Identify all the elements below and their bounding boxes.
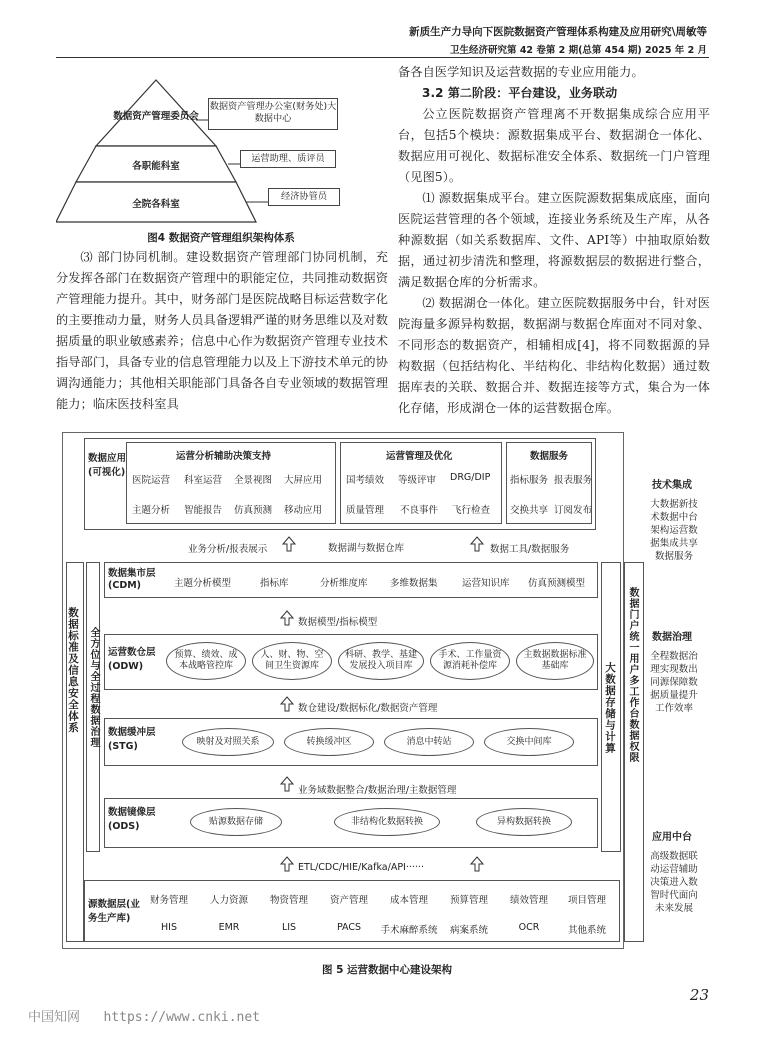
ods-label: 数据镜像层(ODS) [108,807,156,832]
arrow1-right-label: 数据工具/数据服务 [490,544,570,555]
arrow3-label: 数仓建设/数据标化/数据资产管理 [298,703,438,714]
source-system: HIS [161,922,177,933]
app-item-adverse: 不良事件 [400,505,439,516]
side-governance-body: 全程数据治理实现数出同源保障数据质量提升工作效率 [650,651,698,714]
up-arrow-icon [280,776,294,792]
odw-item-surgery: 手术、工作量资源消耗补偿库 [430,642,510,680]
source-system: OCR [518,922,540,933]
source-item: 绩效管理 [509,895,548,906]
header-rule [56,57,709,58]
paragraph-source-data: ⑴ 源数据集成平台。建立医院源数据集成底座，面向医院运营管理的各个领域，连接业务系统及生产库，从各种源数据（如关系数据库、文件、API等）中抽取原始数据，通过初步清洗和整理，将源数据层的数据进行整合，满足数据仓库的分析需求。 [398,191,710,289]
app-item-subscribe: 订阅发布 [554,505,593,516]
app-group-management-title: 运营管理及优化 [386,451,453,462]
cnki-watermark: 中国知网 https://www.cnki.net [28,1010,261,1025]
arrow1-mid-label: 数据湖与数据仓库 [328,543,405,554]
ods-item-heterogeneous: 异构数据转换 [476,808,572,836]
source-system: 病案系统 [449,925,488,936]
cdm-item-knowledge: 运营知识库 [462,578,510,589]
app-item-topic-analysis: 主题分析 [132,505,171,516]
cdm-item-dimension: 分析维度库 [320,578,368,589]
pyramid-level-2: 各职能科室 [132,161,180,172]
app-item-grade-review: 等级评审 [398,475,437,486]
side-governance-title: 数据治理 [652,632,692,643]
odw-label: 运营数仓层(ODW) [108,647,156,672]
stg-item-buffer: 转换缓冲区 [284,728,374,756]
up-arrow-icon [470,856,484,872]
pyramid-level-1: 数据资产管理委员会 [113,111,199,122]
cdm-item-indicator: 指标库 [260,578,289,589]
app-item-national-exam: 国考绩效 [346,475,385,486]
left-vertical-text-2: 全方位与全过程数据治理 [88,627,99,748]
paragraph-continuation: 备各自医学知识及运营数据的专业应用能力。 [398,65,644,79]
section-heading: 3.2 第二阶段：平台建设，业务联动 [422,86,618,100]
pyramid-level-3: 全院各科室 [132,199,180,210]
cdm-item-simulation: 仿真预测模型 [528,578,586,589]
paragraph-platform: 公立医院数据资产管理离不开数据集成综合应用平台，包括5个模块：源数据集成平台、数据湖仓一体化、数据应用可视化、数据标准安全体系、数据统一门户管理（见图5）。 [398,107,710,184]
pyramid-box-coordinator: 经济协管员 [268,188,340,206]
left-vertical-text-1: 数据标准及信息安全体系 [67,607,79,734]
figure-5-caption: 图 5 运营数据中心建设架构 [321,964,453,976]
figure-4-caption: 图4 数据资产管理组织架构体系 [147,232,295,244]
stg-item-mapping: 映射及对照关系 [182,728,274,756]
app-item-report-svc: 报表服务 [554,475,593,486]
app-item-hospital-ops: 医院运营 [132,475,171,486]
source-item: 成本管理 [389,895,428,906]
up-arrow-icon [470,536,484,552]
side-tech-body: 大数据新技术数据中台架构运营数据集成共享数据服务 [650,499,698,562]
source-item: 人力资源 [209,895,248,906]
arrow5-label: ETL/CDC/HIE/Kafka/API······ [298,862,424,873]
stg-item-message: 消息中转站 [384,728,474,756]
app-layer-label: 数据应用(可视化) [88,453,127,478]
up-arrow-icon [280,696,294,712]
app-item-smart-report: 智能报告 [184,505,223,516]
source-item: 物资管理 [269,895,308,906]
paragraph-lakehouse: ⑵ 数据湖仓一体化。建立医院数据服务中台，针对医院海量多源异构数据，数据湖与数据仓库面对不同对象、不同形态的数据资产，相辅相成[4]，将不同数据源的异构数据（包括结构化、半结构化、非结构化数据）通过数据库表的关联、数据合并、数据连接等方式，集合为一体化存储，形成湖仓一体的运营数据仓库。 [398,296,710,415]
ods-item-unstructured: 非结构化数据转换 [334,808,440,836]
paragraph-dept-coordination: ⑶ 部门协同机制。建设数据资产管理部门协同机制，充分发挥各部门在数据资产管理中的职能定位，共同推动数据资产管理能力提升。其中，财务部门是医院战略目标运营数字化的主要推动力量，财务人员具备逻辑严谨的财务思维以及对数据质量的职业敏感素养；信息中心作为数据资产管理专业技术指导部门，具备专业的信息管理能力以及上下游技术单元的协调沟通能力；其他相关职能部门具备各自专业领域的数据管理能力；临床医技科室具 [56,250,388,411]
arrow1-left-label: 业务分析/报表展示 [188,544,268,555]
source-system: EMR [218,922,240,933]
side-tech-title: 技术集成 [652,480,692,491]
side-app-body: 高级数据联动运营辅助决策进入数智时代面向未来发展 [650,851,698,914]
app-item-exchange: 交换共享 [510,505,549,516]
right-column-text [398,62,710,419]
source-item: 财务管理 [149,895,188,906]
source-system: 其他系统 [567,925,606,936]
source-system: LIS [281,922,297,933]
app-item-indicator-svc: 指标服务 [510,475,549,486]
odw-item-budget: 预算、绩效、成本战略管控库 [166,642,246,680]
app-item-mobile: 移动应用 [284,505,323,516]
ods-item-source-store: 贴源数据存储 [190,808,282,836]
up-arrow-icon [282,536,296,552]
app-item-dept-ops: 科室运营 [184,475,223,486]
app-group-analysis-title: 运营分析辅助决策支持 [176,451,272,462]
arrow2-label: 数据模型/指标模型 [298,617,378,628]
arrow4-label: 业务域数据整合/数据治理/主数据管理 [298,785,457,796]
source-label: 源数据层(业务生产库) [88,899,140,924]
pyramid-box-office: 数据资产管理办公室(财务处)大数据中心 [208,98,338,130]
odw-item-masterdata: 主数据数据标准基础库 [516,642,594,680]
source-system: 手术麻醉系统 [380,925,438,936]
odw-item-research: 科研、教学、基建发展投入项目库 [338,642,424,680]
figure-5 [62,432,712,957]
source-item: 预算管理 [449,895,488,906]
app-item-bigscreen: 大屏应用 [284,475,323,486]
right-vertical-text-2: 数据门户统一用户多工作台数据权限 [627,587,638,763]
app-item-simulation: 仿真预测 [234,505,273,516]
right-vertical-text-1: 大数据存储与计算 [604,662,616,754]
pyramid-box-assistant: 运营助理、质评员 [240,150,336,168]
cdm-label: 数据集市层(CDM) [108,568,156,591]
cdm-item-cube: 多维数据集 [390,578,438,589]
stg-item-exchange: 交换中间库 [484,728,574,756]
running-header-journal: 卫生经济研究第 42 卷第 2 期(总第 454 期) 2025 年 2 月 [450,45,707,56]
app-group-service-title: 数据服务 [530,451,569,462]
source-item: 资产管理 [329,895,368,906]
source-item: 项目管理 [567,895,606,906]
figure-4 [56,62,396,232]
odw-item-resource: 人、财、物、空间卫生资源库 [252,642,332,680]
source-system: PACS [336,922,362,933]
app-item-panorama: 全景视图 [234,475,273,486]
cdm-item-topic: 主题分析模型 [174,578,232,589]
page-number: 23 [689,986,709,1004]
app-item-drg: DRG/DIP [450,472,491,483]
stg-label: 数据缓冲层(STG) [108,727,156,752]
left-column-text [56,247,388,415]
up-arrow-icon [280,610,294,626]
up-arrow-icon [280,856,294,872]
side-app-title: 应用中台 [652,832,692,843]
running-header-title: 新质生产力导向下医院数据资产管理体系构建及应用研究\周敏等 [409,26,707,38]
app-item-inspection: 飞行检查 [452,505,491,516]
app-item-quality: 质量管理 [346,505,385,516]
